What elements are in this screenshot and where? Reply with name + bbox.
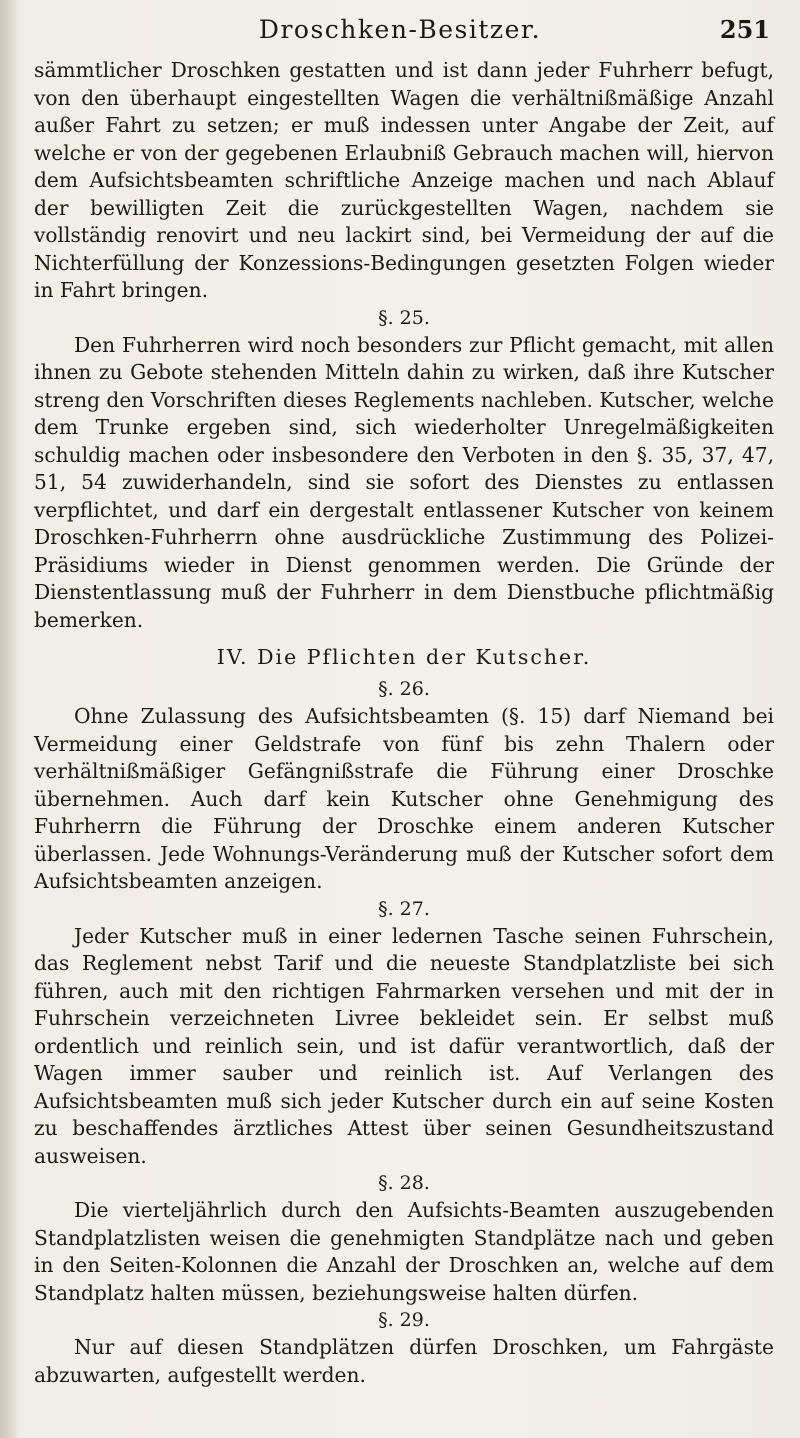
chapter-heading-iv: IV. Die Pflichten der Kutscher.: [216, 645, 592, 669]
paragraph-29: Nur auf diesen Standplätzen dürfen Droschken, um Fahrgäste abzuwarten, aufgestellt werden.: [34, 1335, 774, 1387]
page-body: [34, 57, 774, 1389]
paragraph-25: Den Fuhrherren wird noch besonders zur Pflicht gemacht, mit allen ihnen zu Gebote stehenden Mitteln dahin zu wirken, daß ihre Kutscher streng den Vorschriften dieses Reglements nachleben. Kutscher, welche dem Trunke ergeben sind, sich wiederholter Unregelmäßigkeiten schuldig machen oder insbesondere den Verboten in den §. 35, 37, 47, 51, 54 zuwiderhandeln, sind sie sofort des Dienstes zu entlassen verpflichtet, und darf ein dergestalt entlassener Kutscher von keinem Droschken-Fuhrherrn ohne ausdrückliche Zustimmung des Polizei-Präsidiums wieder in Dienst genommen werden. Die Gründe der Dienstentlassung muß der Fuhrherr in dem Dienstbuche pflichtmäßig bemerken.: [34, 332, 774, 632]
page-header: [0, 10, 800, 50]
paragraph-continuation: sämmtlicher Droschken gestatten und ist dann jeder Fuhrherr befugt, von den überhaupt eingestellten Wagen die verhältnißmäßige Anzahl außer Fahrt zu setzen; er muß indessen unter Angabe der Zeit, auf welche er von der gegebenen Erlaubniß Gebrauch machen will, hiervon dem Aufsichtsbeamten schriftliche Anzeige machen und nach Ablauf der bewilligten Zeit die zurückgestellten Wagen, nachdem sie vollständig renovirt und neu lackirt sind, bei Vermeidung der auf die Nichterfüllung der Konzessions-Bedingungen gesetzten Folgen wieder in Fahrt bringen.: [34, 58, 774, 302]
page-number: 251: [719, 15, 770, 44]
running-head: Droschken-Besitzer.: [258, 15, 542, 44]
section-marker-29: §. 29.: [378, 1309, 430, 1331]
section-marker-27: §. 27.: [378, 897, 430, 920]
section-marker-25: §. 25.: [378, 306, 430, 329]
book-gutter: [0, 0, 16, 1438]
paragraph-28: Die vierteljährlich durch den Aufsichts-Beamten auszugebenden Standplatzlisten weisen die genehmigten Standplätze nach und geben in den Seiten-Kolonnen die Anzahl der Droschken an, welche auf dem Standplatz halten müssen, beziehungsweise halten dürfen.: [34, 1198, 774, 1305]
paragraph-26: Ohne Zulassung des Aufsichtsbeamten (§. 15) darf Niemand bei Vermeidung einer Geldstrafe von fünf bis zehn Thalern oder verhältnißmäßiger Gefängnißstrafe die Führung einer Droschke übernehmen. Auch darf kein Kutscher ohne Genehmigung des Fuhrherrn die Führung der Droschke einem anderen Kutscher überlassen. Jede Wohnungs-Veränderung muß der Kutscher sofort dem Aufsichtsbeamten anzeigen.: [34, 704, 774, 893]
paragraph-27: Jeder Kutscher muß in einer ledernen Tasche seinen Fuhrschein, das Reglement nebst Tarif und die neueste Standplatzliste bei sich führen, auch mit den richtigen Fahrmarken versehen und mit der in Fuhrschein verzeichneten Livree bekleidet sein. Er selbst muß ordentlich und reinlich sein, und ist dafür verantwortlich, daß der Wagen immer sauber und reinlich ist. Auf Verlangen des Aufsichtsbeamten muß sich jeder Kutscher durch ein auf seine Kosten zu beschaffendes ärztliches Attest über seinen Gesundheitszustand ausweisen.: [34, 923, 774, 1168]
section-marker-28: §. 28.: [378, 1172, 430, 1194]
section-marker-26: §. 26.: [378, 678, 430, 700]
